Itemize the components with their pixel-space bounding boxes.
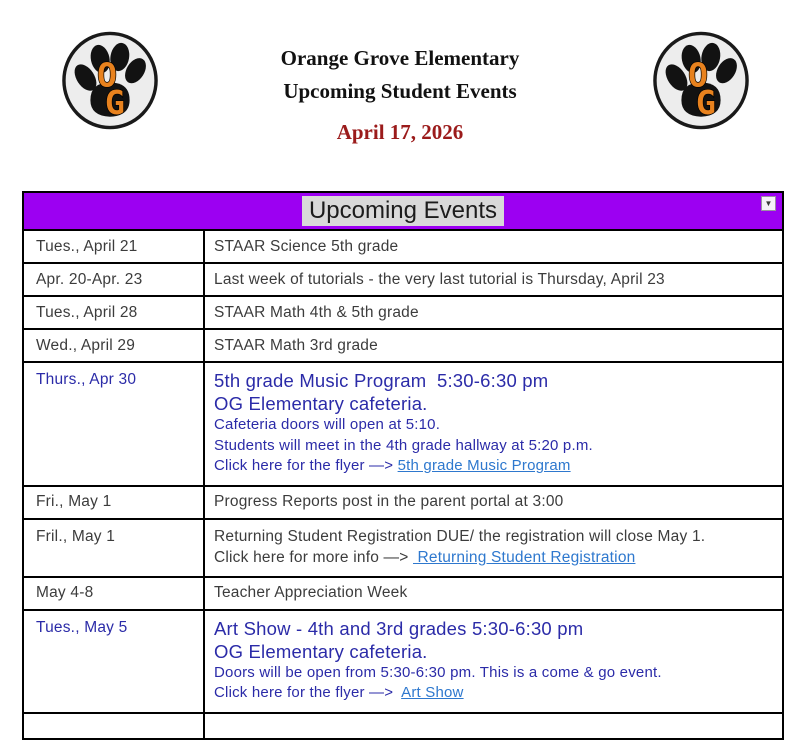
event-date: Tues., April 21	[24, 231, 205, 262]
table-title: Upcoming Events	[302, 196, 504, 226]
school-name: Orange Grove Elementary	[280, 46, 520, 70]
event-detail-line: Doors will be open from 5:30-6:30 pm. This is a come & go event.	[214, 663, 662, 681]
event-date: Tues., May 5	[24, 611, 205, 712]
event-date	[24, 714, 205, 738]
table-row	[24, 518, 782, 576]
link-prefix-text: Click here for the flyer —>	[214, 457, 398, 474]
logo-letter-o: O	[688, 55, 709, 95]
event-title-line: OG Elementary cafeteria.	[214, 393, 428, 414]
event-description	[205, 714, 782, 738]
upcoming-events-table	[22, 191, 784, 740]
link-prefix-text: Click here for the flyer —>	[214, 684, 402, 701]
event-date: Fril., May 1	[24, 520, 205, 576]
event-description	[205, 363, 782, 485]
table-row-partial	[24, 712, 782, 738]
event-detail-line: Cafeteria doors will open at 5:10.	[214, 416, 441, 433]
event-link-line	[214, 683, 774, 704]
event-description	[205, 611, 782, 712]
event-date: Apr. 20-Apr. 23	[24, 264, 205, 295]
event-description: STAAR Science 5th grade	[214, 237, 399, 255]
table-row	[24, 328, 782, 361]
event-title-line: OG Elementary cafeteria.	[214, 640, 428, 662]
event-link-line	[214, 456, 774, 477]
event-description: STAAR Math 3rd grade	[214, 336, 378, 354]
table-row	[24, 295, 782, 328]
table-header-band	[24, 193, 782, 229]
event-description: STAAR Math 4th & 5th grade	[214, 303, 419, 321]
event-description: Progress Reports post in the parent portal at 3:00	[214, 493, 564, 510]
art-show-flyer-link[interactable]: Art Show	[401, 684, 464, 701]
logo-letter-g: G	[695, 82, 716, 122]
music-program-flyer-link[interactable]: 5th grade Music Program	[397, 457, 571, 474]
table-row	[24, 609, 782, 712]
table-row	[24, 576, 782, 609]
logo-letter-g: G	[104, 82, 125, 122]
event-date: Tues., April 28	[24, 297, 205, 328]
table-row	[24, 485, 782, 518]
event-link-line	[214, 547, 774, 568]
logo-letter-o: O	[97, 55, 118, 95]
event-title-line: Art Show - 4th and 3rd grades 5:30-6:30 pm	[214, 617, 584, 639]
table-row	[24, 229, 782, 262]
event-date: Wed., April 29	[24, 330, 205, 361]
table-row	[24, 361, 782, 485]
event-date: Thurs., Apr 30	[24, 363, 205, 485]
event-description	[205, 520, 782, 576]
page-header	[0, 42, 800, 144]
event-date: May 4-8	[24, 578, 205, 609]
link-prefix-text: Click here for more info —>	[214, 548, 413, 566]
event-description: Teacher Appreciation Week	[214, 584, 408, 601]
table-row	[24, 262, 782, 295]
event-title-line: 5th grade Music Program 5:30-6:30 pm	[214, 370, 549, 391]
event-detail-line: Students will meet in the 4th grade hallway at 5:20 p.m.	[214, 436, 593, 454]
event-text-line: Returning Student Registration DUE/ the registration will close May 1.	[214, 527, 706, 545]
newsletter-date: April 17, 2026	[336, 120, 464, 144]
dropdown-arrow-icon[interactable]: ▼	[761, 196, 776, 211]
event-description: Last week of tutorials - the very last tutorial is Thursday, April 23	[214, 270, 665, 288]
page-subtitle: Upcoming Student Events	[283, 79, 517, 103]
event-date: Fri., May 1	[24, 487, 205, 518]
returning-student-registration-link[interactable]: Returning Student Registration	[413, 548, 636, 566]
